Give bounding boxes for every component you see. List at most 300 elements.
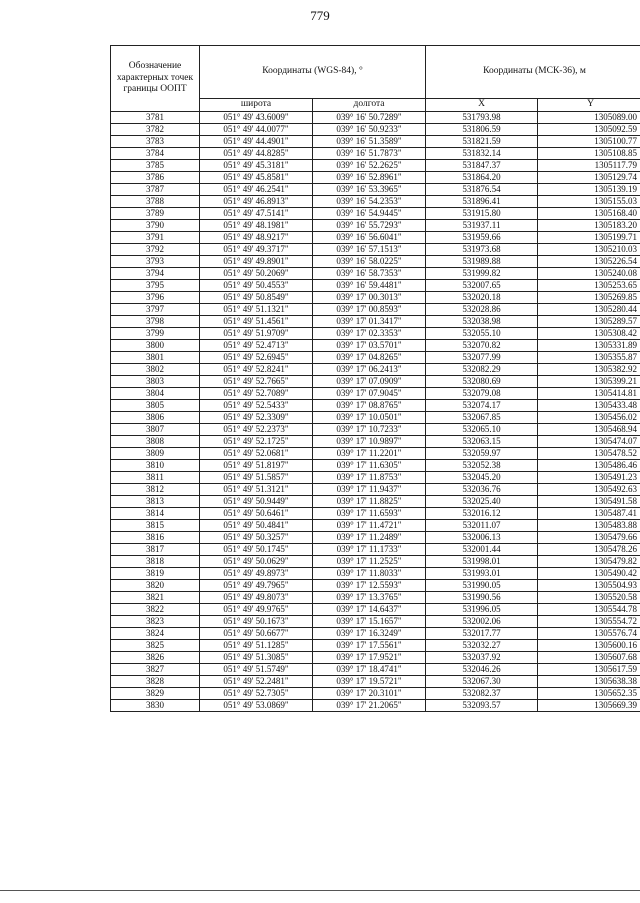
table-row [111, 532, 640, 544]
x-coordinate-cell: 531806.59 [426, 124, 538, 136]
point-number: 3810 [111, 460, 200, 472]
x-coordinate-cell: 532020.18 [426, 292, 538, 304]
latitude-cell: 051° 49' 48.1981" [200, 220, 313, 232]
point-number: 3786 [111, 172, 200, 184]
table-row [111, 256, 640, 268]
longitude-cell: 039° 16' 54.2353" [313, 196, 426, 208]
longitude-cell: 039° 17' 15.1657" [313, 616, 426, 628]
x-coordinate-cell: 531915.80 [426, 208, 538, 220]
longitude-cell: 039° 17' 21.2065" [313, 700, 426, 712]
x-coordinate-cell: 532080.69 [426, 376, 538, 388]
latitude-cell: 051° 49' 51.4561" [200, 316, 313, 328]
x-coordinate-cell: 532082.29 [426, 364, 538, 376]
y-coordinate-cell: 1305456.02 [538, 412, 640, 424]
latitude-cell: 051° 49' 50.2069" [200, 268, 313, 280]
table-row [111, 508, 640, 520]
point-number: 3815 [111, 520, 200, 532]
point-number: 3801 [111, 352, 200, 364]
table-row [111, 124, 640, 136]
longitude-cell: 039° 17' 11.4721" [313, 520, 426, 532]
y-coordinate-cell: 1305638.38 [538, 676, 640, 688]
point-number: 3818 [111, 556, 200, 568]
longitude-cell: 039° 17' 16.3249" [313, 628, 426, 640]
header-y: Y [538, 99, 640, 112]
y-coordinate-cell: 1305331.89 [538, 340, 640, 352]
longitude-cell: 039° 16' 50.7289" [313, 112, 426, 124]
x-coordinate-cell: 532028.86 [426, 304, 538, 316]
x-coordinate-cell: 532065.10 [426, 424, 538, 436]
longitude-cell: 039° 16' 54.9445" [313, 208, 426, 220]
latitude-cell: 051° 49' 51.5857" [200, 472, 313, 484]
latitude-cell: 051° 49' 52.6945" [200, 352, 313, 364]
point-number: 3781 [111, 112, 200, 124]
point-number: 3782 [111, 124, 200, 136]
header-point-label: Обозначение характерных точек границы ООПТ [111, 46, 200, 112]
latitude-cell: 051° 49' 52.3309" [200, 412, 313, 424]
point-number: 3804 [111, 388, 200, 400]
table-row [111, 388, 640, 400]
y-coordinate-cell: 1305600.16 [538, 640, 640, 652]
longitude-cell: 039° 17' 11.8825" [313, 496, 426, 508]
y-coordinate-cell: 1305478.26 [538, 544, 640, 556]
latitude-cell: 051° 49' 50.1745" [200, 544, 313, 556]
x-coordinate-cell: 532036.76 [426, 484, 538, 496]
x-coordinate-cell: 532052.38 [426, 460, 538, 472]
latitude-cell: 051° 49' 47.5141" [200, 208, 313, 220]
y-coordinate-cell: 1305168.40 [538, 208, 640, 220]
table-row [111, 364, 640, 376]
x-coordinate-cell: 531832.14 [426, 148, 538, 160]
longitude-cell: 039° 17' 11.2489" [313, 532, 426, 544]
point-number: 3806 [111, 412, 200, 424]
y-coordinate-cell: 1305474.07 [538, 436, 640, 448]
x-coordinate-cell: 531896.41 [426, 196, 538, 208]
table-row [111, 196, 640, 208]
point-number: 3809 [111, 448, 200, 460]
longitude-cell: 039° 16' 58.7353" [313, 268, 426, 280]
table-row [111, 376, 640, 388]
x-coordinate-cell: 532002.06 [426, 616, 538, 628]
table-row [111, 304, 640, 316]
table-row [111, 340, 640, 352]
x-coordinate-cell: 532025.40 [426, 496, 538, 508]
longitude-cell: 039° 16' 59.4481" [313, 280, 426, 292]
y-coordinate-cell: 1305487.41 [538, 508, 640, 520]
header-x: X [426, 99, 538, 112]
table-row [111, 556, 640, 568]
point-number: 3787 [111, 184, 200, 196]
y-coordinate-cell: 1305308.42 [538, 328, 640, 340]
table-row [111, 280, 640, 292]
latitude-cell: 051° 49' 49.8901" [200, 256, 313, 268]
table-row [111, 172, 640, 184]
y-coordinate-cell: 1305576.74 [538, 628, 640, 640]
latitude-cell: 051° 49' 52.4713" [200, 340, 313, 352]
x-coordinate-cell: 532067.30 [426, 676, 538, 688]
x-coordinate-cell: 531959.66 [426, 232, 538, 244]
point-number: 3826 [111, 652, 200, 664]
latitude-cell: 051° 49' 50.4841" [200, 520, 313, 532]
longitude-cell: 039° 17' 11.8033" [313, 568, 426, 580]
table-row [111, 244, 640, 256]
point-number: 3791 [111, 232, 200, 244]
table-row [111, 208, 640, 220]
y-coordinate-cell: 1305139.19 [538, 184, 640, 196]
longitude-cell: 039° 17' 00.3013" [313, 292, 426, 304]
table-row [111, 496, 640, 508]
latitude-cell: 051° 49' 45.3181" [200, 160, 313, 172]
point-number: 3830 [111, 700, 200, 712]
x-coordinate-cell: 531993.01 [426, 568, 538, 580]
header-lat: широта [200, 99, 313, 112]
x-coordinate-cell: 532046.26 [426, 664, 538, 676]
point-number: 3805 [111, 400, 200, 412]
longitude-cell: 039° 17' 11.8753" [313, 472, 426, 484]
y-coordinate-cell: 1305355.87 [538, 352, 640, 364]
table-row [111, 484, 640, 496]
table-row [111, 544, 640, 556]
y-coordinate-cell: 1305108.85 [538, 148, 640, 160]
y-coordinate-cell: 1305414.81 [538, 388, 640, 400]
latitude-cell: 051° 49' 43.6009" [200, 112, 313, 124]
latitude-cell: 051° 49' 52.7665" [200, 376, 313, 388]
latitude-cell: 051° 49' 52.2373" [200, 424, 313, 436]
coordinates-table [110, 45, 640, 712]
point-number: 3821 [111, 592, 200, 604]
x-coordinate-cell: 532038.98 [426, 316, 538, 328]
x-coordinate-cell: 532011.07 [426, 520, 538, 532]
latitude-cell: 051° 49' 52.8241" [200, 364, 313, 376]
y-coordinate-cell: 1305289.57 [538, 316, 640, 328]
y-coordinate-cell: 1305478.52 [538, 448, 640, 460]
point-number: 3823 [111, 616, 200, 628]
page-number: 779 [310, 8, 330, 23]
y-coordinate-cell: 1305253.65 [538, 280, 640, 292]
point-number: 3793 [111, 256, 200, 268]
y-coordinate-cell: 1305210.03 [538, 244, 640, 256]
y-coordinate-cell: 1305280.44 [538, 304, 640, 316]
point-number: 3813 [111, 496, 200, 508]
x-coordinate-cell: 531821.59 [426, 136, 538, 148]
y-coordinate-cell: 1305607.68 [538, 652, 640, 664]
table-row [111, 220, 640, 232]
point-number: 3785 [111, 160, 200, 172]
x-coordinate-cell: 532007.65 [426, 280, 538, 292]
point-number: 3825 [111, 640, 200, 652]
longitude-cell: 039° 17' 06.2413" [313, 364, 426, 376]
longitude-cell: 039° 17' 18.4741" [313, 664, 426, 676]
latitude-cell: 051° 49' 50.6461" [200, 508, 313, 520]
y-coordinate-cell: 1305486.46 [538, 460, 640, 472]
point-number: 3799 [111, 328, 200, 340]
latitude-cell: 051° 49' 51.9709" [200, 328, 313, 340]
latitude-cell: 051° 49' 50.1673" [200, 616, 313, 628]
x-coordinate-cell: 532082.37 [426, 688, 538, 700]
x-coordinate-cell: 531990.05 [426, 580, 538, 592]
latitude-cell: 051° 49' 45.8581" [200, 172, 313, 184]
point-number: 3827 [111, 664, 200, 676]
x-coordinate-cell: 531989.88 [426, 256, 538, 268]
y-coordinate-cell: 1305652.35 [538, 688, 640, 700]
x-coordinate-cell: 532017.77 [426, 628, 538, 640]
longitude-cell: 039° 17' 11.1733" [313, 544, 426, 556]
table-row [111, 328, 640, 340]
point-number: 3790 [111, 220, 200, 232]
point-number: 3802 [111, 364, 200, 376]
y-coordinate-cell: 1305269.85 [538, 292, 640, 304]
point-number: 3816 [111, 532, 200, 544]
table-row [111, 640, 640, 652]
header-lon: долгота [313, 99, 426, 112]
table-row [111, 184, 640, 196]
longitude-cell: 039° 17' 20.3101" [313, 688, 426, 700]
y-coordinate-cell: 1305399.21 [538, 376, 640, 388]
table-row [111, 268, 640, 280]
longitude-cell: 039° 17' 12.5593" [313, 580, 426, 592]
point-number: 3789 [111, 208, 200, 220]
x-coordinate-cell: 532070.82 [426, 340, 538, 352]
latitude-cell: 051° 49' 52.0681" [200, 448, 313, 460]
longitude-cell: 039° 17' 11.6593" [313, 508, 426, 520]
latitude-cell: 051° 49' 48.9217" [200, 232, 313, 244]
x-coordinate-cell: 532006.13 [426, 532, 538, 544]
bottom-rule [0, 890, 640, 891]
longitude-cell: 039° 17' 08.8765" [313, 400, 426, 412]
longitude-cell: 039° 16' 57.1513" [313, 244, 426, 256]
x-coordinate-cell: 532032.27 [426, 640, 538, 652]
point-number: 3829 [111, 688, 200, 700]
y-coordinate-cell: 1305492.63 [538, 484, 640, 496]
table-row [111, 424, 640, 436]
latitude-cell: 051° 49' 44.8285" [200, 148, 313, 160]
x-coordinate-cell: 531973.68 [426, 244, 538, 256]
x-coordinate-cell: 531998.01 [426, 556, 538, 568]
point-number: 3803 [111, 376, 200, 388]
longitude-cell: 039° 17' 07.9045" [313, 388, 426, 400]
longitude-cell: 039° 16' 52.2625" [313, 160, 426, 172]
y-coordinate-cell: 1305544.78 [538, 604, 640, 616]
table-row [111, 520, 640, 532]
header-msk-label: Координаты (МСК-36), м [426, 46, 640, 99]
longitude-cell: 039° 17' 02.3353" [313, 328, 426, 340]
latitude-cell: 051° 49' 49.9765" [200, 604, 313, 616]
table-row [111, 688, 640, 700]
latitude-cell: 051° 49' 46.8913" [200, 196, 313, 208]
latitude-cell: 051° 49' 49.3717" [200, 244, 313, 256]
header-wgs-label: Координаты (WGS-84), ° [200, 46, 426, 99]
table-row [111, 400, 640, 412]
latitude-cell: 051° 49' 49.8073" [200, 592, 313, 604]
table-row [111, 316, 640, 328]
x-coordinate-cell: 531990.56 [426, 592, 538, 604]
latitude-cell: 051° 49' 49.7965" [200, 580, 313, 592]
latitude-cell: 051° 49' 49.8973" [200, 568, 313, 580]
y-coordinate-cell: 1305479.82 [538, 556, 640, 568]
y-coordinate-cell: 1305468.94 [538, 424, 640, 436]
longitude-cell: 039° 17' 11.9437" [313, 484, 426, 496]
latitude-cell: 051° 49' 44.4901" [200, 136, 313, 148]
longitude-cell: 039° 16' 51.7873" [313, 148, 426, 160]
point-number: 3794 [111, 268, 200, 280]
table-row [111, 700, 640, 712]
y-coordinate-cell: 1305491.58 [538, 496, 640, 508]
longitude-cell: 039° 17' 01.3417" [313, 316, 426, 328]
y-coordinate-cell: 1305199.71 [538, 232, 640, 244]
longitude-cell: 039° 16' 50.9233" [313, 124, 426, 136]
longitude-cell: 039° 16' 55.7293" [313, 220, 426, 232]
table-row [111, 160, 640, 172]
point-number: 3798 [111, 316, 200, 328]
point-number: 3812 [111, 484, 200, 496]
point-number: 3819 [111, 568, 200, 580]
point-number: 3792 [111, 244, 200, 256]
point-number: 3807 [111, 424, 200, 436]
y-coordinate-cell: 1305520.58 [538, 592, 640, 604]
table-row [111, 616, 640, 628]
y-coordinate-cell: 1305490.42 [538, 568, 640, 580]
x-coordinate-cell: 532037.92 [426, 652, 538, 664]
latitude-cell: 051° 49' 52.7089" [200, 388, 313, 400]
table-row [111, 628, 640, 640]
point-number: 3808 [111, 436, 200, 448]
table-row [111, 436, 640, 448]
latitude-cell: 051° 49' 50.8549" [200, 292, 313, 304]
longitude-cell: 039° 17' 10.7233" [313, 424, 426, 436]
x-coordinate-cell: 532079.08 [426, 388, 538, 400]
longitude-cell: 039° 16' 58.0225" [313, 256, 426, 268]
latitude-cell: 051° 49' 51.1321" [200, 304, 313, 316]
latitude-cell: 051° 49' 44.0077" [200, 124, 313, 136]
y-coordinate-cell: 1305483.88 [538, 520, 640, 532]
longitude-cell: 039° 16' 51.3589" [313, 136, 426, 148]
x-coordinate-cell: 532077.99 [426, 352, 538, 364]
point-number: 3817 [111, 544, 200, 556]
latitude-cell: 051° 49' 46.2541" [200, 184, 313, 196]
x-coordinate-cell: 532059.97 [426, 448, 538, 460]
latitude-cell: 051° 49' 50.4553" [200, 280, 313, 292]
table-row [111, 448, 640, 460]
point-number: 3797 [111, 304, 200, 316]
longitude-cell: 039° 16' 53.3965" [313, 184, 426, 196]
x-coordinate-cell: 531876.54 [426, 184, 538, 196]
longitude-cell: 039° 17' 19.5721" [313, 676, 426, 688]
table-row [111, 676, 640, 688]
x-coordinate-cell: 531847.37 [426, 160, 538, 172]
table-row [111, 292, 640, 304]
x-coordinate-cell: 532055.10 [426, 328, 538, 340]
table-row [111, 412, 640, 424]
y-coordinate-cell: 1305129.74 [538, 172, 640, 184]
table-row [111, 136, 640, 148]
longitude-cell: 039° 17' 10.0501" [313, 412, 426, 424]
x-coordinate-cell: 531996.05 [426, 604, 538, 616]
table-row [111, 352, 640, 364]
table-row [111, 112, 640, 124]
x-coordinate-cell: 532045.20 [426, 472, 538, 484]
latitude-cell: 051° 49' 51.3121" [200, 484, 313, 496]
longitude-cell: 039° 17' 17.5561" [313, 640, 426, 652]
y-coordinate-cell: 1305240.08 [538, 268, 640, 280]
y-coordinate-cell: 1305554.72 [538, 616, 640, 628]
latitude-cell: 051° 49' 52.7305" [200, 688, 313, 700]
longitude-cell: 039° 17' 11.6305" [313, 460, 426, 472]
table-row [111, 592, 640, 604]
table-row [111, 460, 640, 472]
y-coordinate-cell: 1305491.23 [538, 472, 640, 484]
table-header-row [111, 46, 640, 99]
x-coordinate-cell: 532063.15 [426, 436, 538, 448]
table-row [111, 568, 640, 580]
latitude-cell: 051° 49' 50.6677" [200, 628, 313, 640]
latitude-cell: 051° 49' 52.2481" [200, 676, 313, 688]
point-number: 3784 [111, 148, 200, 160]
point-number: 3824 [111, 628, 200, 640]
table-row [111, 148, 640, 160]
table-row [111, 664, 640, 676]
x-coordinate-cell: 531864.20 [426, 172, 538, 184]
longitude-cell: 039° 16' 52.8961" [313, 172, 426, 184]
point-number: 3796 [111, 292, 200, 304]
longitude-cell: 039° 17' 07.0909" [313, 376, 426, 388]
latitude-cell: 051° 49' 51.8197" [200, 460, 313, 472]
x-coordinate-cell: 532093.57 [426, 700, 538, 712]
latitude-cell: 051° 49' 52.1725" [200, 436, 313, 448]
y-coordinate-cell: 1305089.00 [538, 112, 640, 124]
longitude-cell: 039° 17' 00.8593" [313, 304, 426, 316]
y-coordinate-cell: 1305226.54 [538, 256, 640, 268]
latitude-cell: 051° 49' 50.0629" [200, 556, 313, 568]
x-coordinate-cell: 531793.98 [426, 112, 538, 124]
x-coordinate-cell: 531999.82 [426, 268, 538, 280]
x-coordinate-cell: 532074.17 [426, 400, 538, 412]
y-coordinate-cell: 1305183.20 [538, 220, 640, 232]
point-number: 3822 [111, 604, 200, 616]
y-coordinate-cell: 1305479.66 [538, 532, 640, 544]
point-number: 3800 [111, 340, 200, 352]
latitude-cell: 051° 49' 51.5749" [200, 664, 313, 676]
table-row [111, 580, 640, 592]
point-number: 3788 [111, 196, 200, 208]
latitude-cell: 051° 49' 53.0869" [200, 700, 313, 712]
y-coordinate-cell: 1305155.03 [538, 196, 640, 208]
point-number: 3811 [111, 472, 200, 484]
point-number: 3783 [111, 136, 200, 148]
y-coordinate-cell: 1305617.59 [538, 664, 640, 676]
latitude-cell: 051° 49' 51.1285" [200, 640, 313, 652]
latitude-cell: 051° 49' 50.9449" [200, 496, 313, 508]
x-coordinate-cell: 532001.44 [426, 544, 538, 556]
latitude-cell: 051° 49' 50.3257" [200, 532, 313, 544]
table-row [111, 472, 640, 484]
y-coordinate-cell: 1305669.39 [538, 700, 640, 712]
x-coordinate-cell: 532016.12 [426, 508, 538, 520]
x-coordinate-cell: 532067.85 [426, 412, 538, 424]
longitude-cell: 039° 17' 11.2201" [313, 448, 426, 460]
y-coordinate-cell: 1305117.79 [538, 160, 640, 172]
latitude-cell: 051° 49' 51.3085" [200, 652, 313, 664]
table-row [111, 652, 640, 664]
longitude-cell: 039° 17' 10.9897" [313, 436, 426, 448]
table-body [111, 112, 640, 712]
longitude-cell: 039° 17' 11.2525" [313, 556, 426, 568]
table-row [111, 232, 640, 244]
longitude-cell: 039° 17' 03.5701" [313, 340, 426, 352]
x-coordinate-cell: 531937.11 [426, 220, 538, 232]
longitude-cell: 039° 16' 56.6041" [313, 232, 426, 244]
point-number: 3820 [111, 580, 200, 592]
y-coordinate-cell: 1305504.93 [538, 580, 640, 592]
point-number: 3814 [111, 508, 200, 520]
